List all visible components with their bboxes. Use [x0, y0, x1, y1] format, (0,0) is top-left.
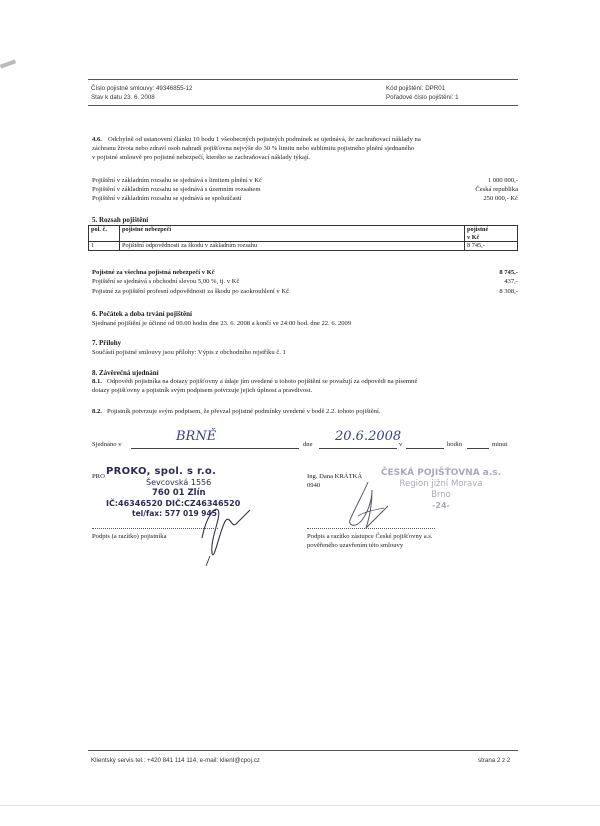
rounded-premium-label: Pojistné za pojištění profesní odpovědnosti za škodu po zaokrouhlení v Kč [92, 288, 290, 295]
scan-edge-mark [0, 59, 16, 68]
date-underline [319, 448, 397, 449]
insurer-stamp-line: Region jižní Morava [399, 479, 483, 489]
policyholder-sign-caption: Podpis (a razítko) pojistníka [92, 533, 167, 540]
v-label: v [399, 441, 403, 448]
territory-value: Česká republika [475, 186, 518, 193]
stamp-ids: IČ:46346520 DIČ:CZ46346520 [106, 499, 241, 508]
coverage-table [88, 225, 518, 251]
agent-name: Ing. Dana KRÁTKÁ [307, 473, 363, 480]
order-number: Pořadové číslo pojištění: 1 [386, 94, 459, 101]
place-underline [131, 448, 299, 449]
section-8-1-number: 8.1. [92, 378, 102, 385]
row-risk-name: Pojištění odpovědnosti za škodu v základním rozsahu [120, 242, 465, 251]
agent-sign-caption: pověřeného uzavřením této smlouvy [307, 542, 404, 549]
limit-label: Pojištění v základním rozsahu se sjednává s limitem plnění v Kč [92, 177, 262, 184]
client-service: Klientský servis tel.: +420 841 114 114, e-mail: klient@cpoj.cz [91, 757, 260, 764]
section-4-6-line: v pojistné smlouvě pro pojistné nebezpečí, kterého se zachraňovací náklady týkají. [92, 154, 311, 161]
hour-underline [406, 448, 444, 449]
place-handwritten: BRNĚ [176, 429, 217, 444]
section-7-title: 7. Přílohy [92, 339, 122, 347]
stamp-tel: tel/fax: 577 019 945 [132, 509, 217, 518]
section-8-title: 8. Závěrečná ujednání [92, 369, 159, 377]
contract-number: Číslo pojistné smlouvy: 49346855-12 [91, 85, 193, 92]
section-6-text: Sjednané pojištění je účinné od 00.00 hodin dne 23. 6. 2008 a končí ve 24:00 hod. dne 22. 6. 2009 [92, 320, 352, 327]
minute-underline [467, 448, 489, 449]
minute-label: minut [492, 441, 508, 448]
footer-rule [88, 750, 518, 751]
section-8-1-line: dotazy pojišťovny a pojistník svým podpisem potvrzuje jejich úplnost a pravdivost. [92, 387, 313, 394]
col-header-no: pol. č. [89, 226, 120, 242]
section-8-2-number: 8.2. [92, 408, 102, 415]
header-top-rule [88, 79, 518, 80]
discount-value: 437,- [504, 278, 518, 285]
insurance-code: Kód pojištění: DPR01 [386, 85, 446, 92]
limit-label: Pojištění v základním rozsahu se sjednává s územním rozsahem [92, 186, 261, 193]
status-date: Stav k datu 23. 6. 2008 [91, 94, 155, 101]
col-header-premium: pojistné v Kč [465, 226, 518, 242]
insurer-stamp-line: ČESKÁ POJIŠŤOVNA a.s. [380, 468, 502, 478]
agent-sign-line [307, 528, 435, 529]
agent-signature [338, 476, 398, 536]
agent-code: 0940 [307, 482, 321, 489]
section-5-title: 5. Rozsah pojištění [92, 216, 149, 224]
page-number: strana 2 z 2 [478, 757, 511, 764]
policyholder-sign-line [92, 528, 218, 529]
header-bottom-rule [88, 105, 518, 106]
signed-in-label: Sjednáno v [92, 441, 122, 448]
date-handwritten: 20.6.2008 [335, 429, 402, 444]
section-6-title: 6. Počátek a doba trvání pojištění [92, 310, 192, 318]
limit-value: 1 000 000,- [487, 177, 518, 184]
section-4-6-line: Odchylně od ustanovení článku 10 bodu 1 všeobecných pojistných podmínek se ujednává, že zachraňovací náklady na [108, 136, 421, 143]
date-label: dne [303, 441, 313, 448]
stamp-street: Ševcovská 1556 [146, 478, 212, 487]
section-8-2-text: Pojistník potvrzuje svým podpisem, že převzal pojistné podmínky uvedené v bodě 2.2. tohoto pojištění. [107, 408, 381, 415]
table-row [89, 242, 518, 251]
hour-label: hodin [447, 441, 463, 448]
total-premium-value: 8 745,- [499, 269, 518, 276]
row-number: 1 [89, 242, 120, 251]
section-8-1-line: Odpovědi pojistníka na dotazy pojišťovny a údaje jím uvedené u tohoto pojištění se považují za odpovědi na písemné [107, 378, 418, 385]
policyholder-signature [196, 498, 256, 568]
deductible-value: 250 000,- Kč [483, 195, 518, 202]
stamp-company-name: PROKO, spol. s r.o. [106, 466, 217, 477]
section-4-6-line: záchranu života nebo zdraví osob nahradí pojišťovna nejvýše do 30 % limitu nebo sublimitu pojistného plnění sjednaného [92, 145, 415, 152]
row-premium: 8 745,- [465, 242, 518, 251]
section-4-6-number: 4.6. [92, 136, 102, 143]
col-header-risk: pojistné nebezpečí [120, 226, 465, 242]
table-header-row [89, 226, 518, 242]
insurer-stamp-line: -24- [432, 501, 450, 510]
stamp-city: 760 01 Zlín [152, 488, 206, 498]
scan-edge-mark [0, 805, 600, 806]
policyholder-prefix: PRO [92, 473, 105, 480]
insurer-stamp-line: Brno [431, 490, 451, 500]
total-premium-label: Pojistné za všechna pojistná nebezpečí v Kč [92, 269, 215, 276]
discount-label: Pojištění se sjednává s obchodní slevou 5,00 %, tj. v Kč [92, 278, 240, 285]
rounded-premium-value: 8 308,- [499, 288, 518, 295]
limit-label: Pojištění v základním rozsahu se sjednává se spoluúčastí [92, 195, 242, 202]
section-7-text: Součástí pojistné smlouvy jsou přílohy: Výpis z obchodního rejstříku č. 1 [92, 349, 286, 356]
agent-sign-caption: Podpis a razítko zástupce České pojišťovny a.s. [307, 533, 433, 540]
